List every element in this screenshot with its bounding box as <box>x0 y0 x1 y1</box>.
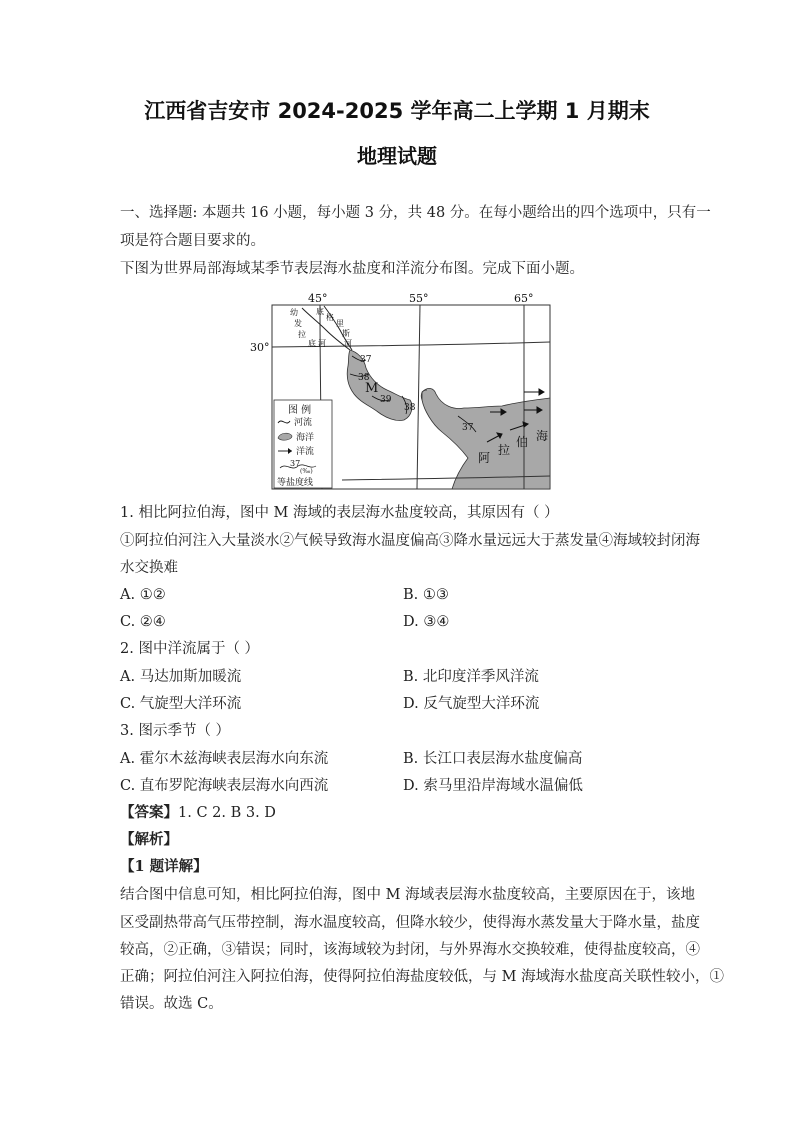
river-char: 格 <box>326 313 334 322</box>
section-heading: 一、选择题: 本题共 16 小题，每小题 3 分，共 48 分。在每小题给出的四个选项中，只有一 <box>120 205 711 221</box>
question-3-stem: 3. 图示季节（ ） <box>120 723 231 739</box>
analysis-detail-label: 【1 题详解】 <box>120 858 208 875</box>
sea-label-char: 拉 <box>498 443 511 457</box>
river-char: 拉 <box>298 330 306 339</box>
legend-isohaline-sample: 37 <box>290 459 301 468</box>
isohaline-label: 37 <box>462 423 474 433</box>
question-2-stem: 2. 图中洋流属于（ ） <box>120 641 260 657</box>
isohaline-label: 37 <box>360 355 372 365</box>
question-2-option-c[interactable]: C. 气旋型大洋环流 <box>120 696 242 712</box>
analysis-text-line: 区受副热带高气压带控制，海水温度较高，但降水较少，使得海水蒸发量大于降水量，盐度 <box>120 915 700 931</box>
question-2-option-d[interactable]: D. 反气旋型大洋环流 <box>403 696 540 712</box>
sea-label-char: 海 <box>536 429 549 443</box>
isohaline-label: 38 <box>404 403 416 413</box>
analysis-label: 【解析】 <box>120 831 178 848</box>
river-char: 里 <box>336 319 344 328</box>
river-char: 底 <box>316 307 324 316</box>
legend-item-current: 洋流 <box>296 447 315 457</box>
river-char: 河 <box>318 339 326 348</box>
region-label-m: M <box>365 381 379 396</box>
page-subtitle: 地理试题 <box>357 144 437 168</box>
sea-label-char: 阿 <box>478 451 491 465</box>
answer-label: 【答案】 <box>120 804 178 821</box>
question-1-option-d[interactable]: D. ③④ <box>403 614 450 630</box>
sea-label-char: 伯 <box>516 435 529 449</box>
question-3-option-b[interactable]: B. 长江口表层海水盐度偏高 <box>403 751 583 767</box>
isohaline-label: 39 <box>380 395 392 405</box>
question-2-option-a[interactable]: A. 马达加斯加暖流 <box>120 669 242 685</box>
analysis-text-line: 错误。故选 C。 <box>120 996 223 1012</box>
salinity-current-map <box>250 290 562 495</box>
question-3-option-d[interactable]: D. 索马里沿岸海域水温偏低 <box>403 778 583 794</box>
legend-item-river: 河流 <box>294 418 313 428</box>
river-char: 幼 <box>290 308 298 317</box>
analysis-text-line: 正确；阿拉伯河注入阿拉伯海，使得阿拉伯海盐度较低，与 M 海域海水盐度高关联性较小，① <box>120 969 725 985</box>
analysis-text-line: 较高，②正确，③错误；同时，该海域较为封闭，与外界海水交换较难，使得盐度较高，④ <box>120 942 700 958</box>
legend-isohaline-unit: (‰) <box>300 468 313 475</box>
legend-item-ocean: 海洋 <box>296 433 315 443</box>
lon-label-45: 45° <box>308 292 328 305</box>
legend-item-isohaline: 等盐度线 <box>277 478 314 488</box>
question-1-option-c[interactable]: C. ②④ <box>120 614 166 630</box>
lon-label-65: 65° <box>514 292 534 305</box>
question-1-stem-cont: ①阿拉伯河注入大量淡水②气候导致海水温度偏高③降水量远远大于蒸发量④海域较封闭海 <box>120 533 700 549</box>
question-1-option-b[interactable]: B. ①③ <box>403 587 449 603</box>
river-char: 发 <box>294 319 302 328</box>
question-2-option-b[interactable]: B. 北印度洋季风洋流 <box>403 669 539 685</box>
lat-label-30: 30° <box>250 341 270 354</box>
question-intro: 下图为世界局部海域某季节表层海水盐度和洋流分布图。完成下面小题。 <box>120 261 584 277</box>
river-char: 河 <box>344 339 352 348</box>
section-heading-cont: 项是符合题目要求的。 <box>120 233 265 249</box>
answer-text: 1. C 2. B 3. D <box>178 805 276 821</box>
river-char: 底 <box>308 339 316 348</box>
question-3-option-c[interactable]: C. 直布罗陀海峡表层海水向西流 <box>120 778 329 794</box>
question-1-stem: 1. 相比阿拉伯海，图中 M 海域的表层海水盐度较高，其原因有（ ） <box>120 505 559 521</box>
question-3-option-a[interactable]: A. 霍尔木兹海峡表层海水向东流 <box>120 751 329 767</box>
isohaline-label: 38 <box>358 373 370 383</box>
page-title: 江西省吉安市 2024-2025 学年高二上学期 1 月期末 <box>144 99 650 123</box>
question-1-stem-cont: 水交换难 <box>120 560 178 576</box>
legend-title: 图 例 <box>288 405 312 416</box>
lon-label-55: 55° <box>409 292 429 305</box>
question-1-option-a[interactable]: A. ①② <box>120 587 166 603</box>
answer-line <box>120 804 276 822</box>
river-char: 斯 <box>342 329 350 338</box>
analysis-text-line: 结合图中信息可知，相比阿拉伯海，图中 M 海域表层海水盐度较高，主要原因在于，该地 <box>120 887 696 903</box>
